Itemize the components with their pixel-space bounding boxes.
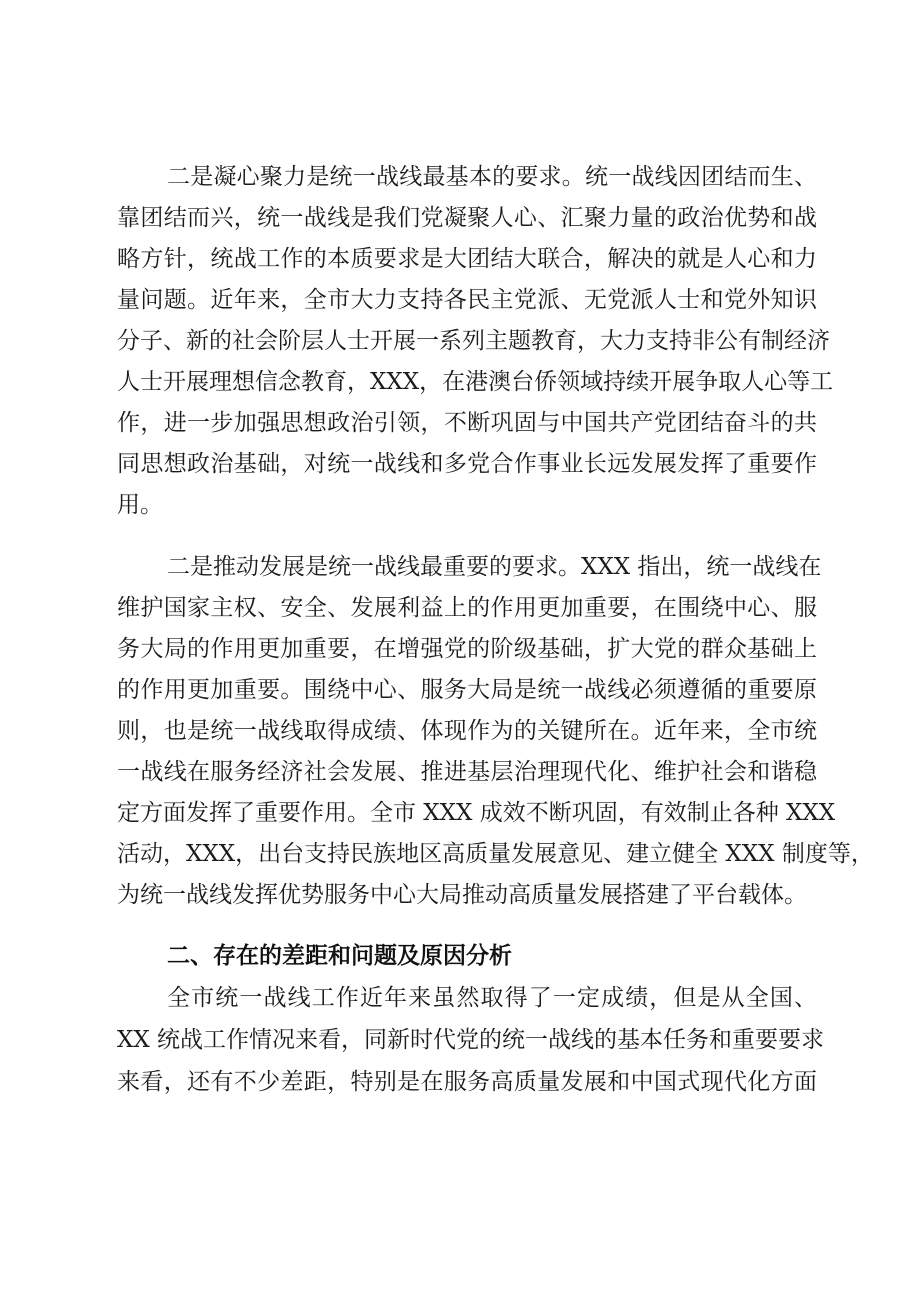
paragraph-1-line-2: 靠团结而兴，统一战线是我们党凝聚人心、汇聚力量的政治优势和战 bbox=[117, 205, 817, 231]
paragraph-2-line-6: 一战线在服务经济社会发展、推进基层治理现代化、维护社会和谐稳 bbox=[117, 759, 817, 785]
section-heading: 二、存在的差距和问题及原因分析 bbox=[167, 943, 512, 969]
paragraph-2-line-4: 的作用更加重要。围绕中心、服务大局是统一战线必须遵循的重要原 bbox=[117, 677, 817, 703]
paragraph-3-line-2: XX 统战工作情况来看，同新时代党的统一战线的基本任务和重要要求 bbox=[117, 1027, 825, 1053]
paragraph-2-line-3: 务大局的作用更加重要，在增强党的阶级基础，扩大党的群众基础上 bbox=[117, 636, 817, 662]
paragraph-2-line-7: 定方面发挥了重要作用。全市 XXX 成效不断巩固，有效制止各种 XXX bbox=[117, 800, 836, 826]
paragraph-2-line-2: 维护国家主权、安全、发展利益上的作用更加重要，在围绕中心、服 bbox=[117, 595, 817, 621]
paragraph-1-line-7: 作，进一步加强思想政治引领，不断巩固与中国共产党团结奋斗的共 bbox=[117, 410, 817, 436]
paragraph-2-line-8: 活动，XXX，出台支持民族地区高质量发展意见、建立健全 XXX 制度等， bbox=[117, 841, 874, 867]
paragraph-1-line-8: 同思想政治基础，对统一战线和多党合作事业长远发展发挥了重要作 bbox=[117, 451, 817, 477]
paragraph-2-line-9: 为统一战线发挥优势服务中心大局推动高质量发展搭建了平台载体。 bbox=[117, 882, 807, 908]
paragraph-1-line-3: 略方针，统战工作的本质要求是大团结大联合，解决的就是人心和力 bbox=[117, 246, 817, 272]
paragraph-1-line-5: 分子、新的社会阶层人士开展一系列主题教育，大力支持非公有制经济 bbox=[117, 328, 830, 354]
paragraph-2-line-1: 二是推动发展是统一战线最重要的要求。XXX 指出，统一战线在 bbox=[167, 554, 822, 580]
paragraph-1-line-6: 人士开展理想信念教育，XXX，在港澳台侨领域持续开展争取人心等工 bbox=[117, 369, 834, 395]
paragraph-1-line-9: 用。 bbox=[117, 492, 163, 518]
paragraph-1-line-1: 二是凝心聚力是统一战线最基本的要求。统一战线因团结而生、 bbox=[167, 164, 817, 190]
paragraph-1-line-4: 量问题。近年来，全市大力支持各民主党派、无党派人士和党外知识 bbox=[117, 287, 817, 313]
paragraph-2-line-5: 则，也是统一战线取得成绩、体现作为的关键所在。近年来，全市统 bbox=[117, 718, 817, 744]
paragraph-3-line-1: 全市统一战线工作近年来虽然取得了一定成绩，但是从全国、 bbox=[167, 985, 817, 1011]
paragraph-3-line-3: 来看，还有不少差距，特别是在服务高质量发展和中国式现代化方面 bbox=[117, 1069, 817, 1095]
